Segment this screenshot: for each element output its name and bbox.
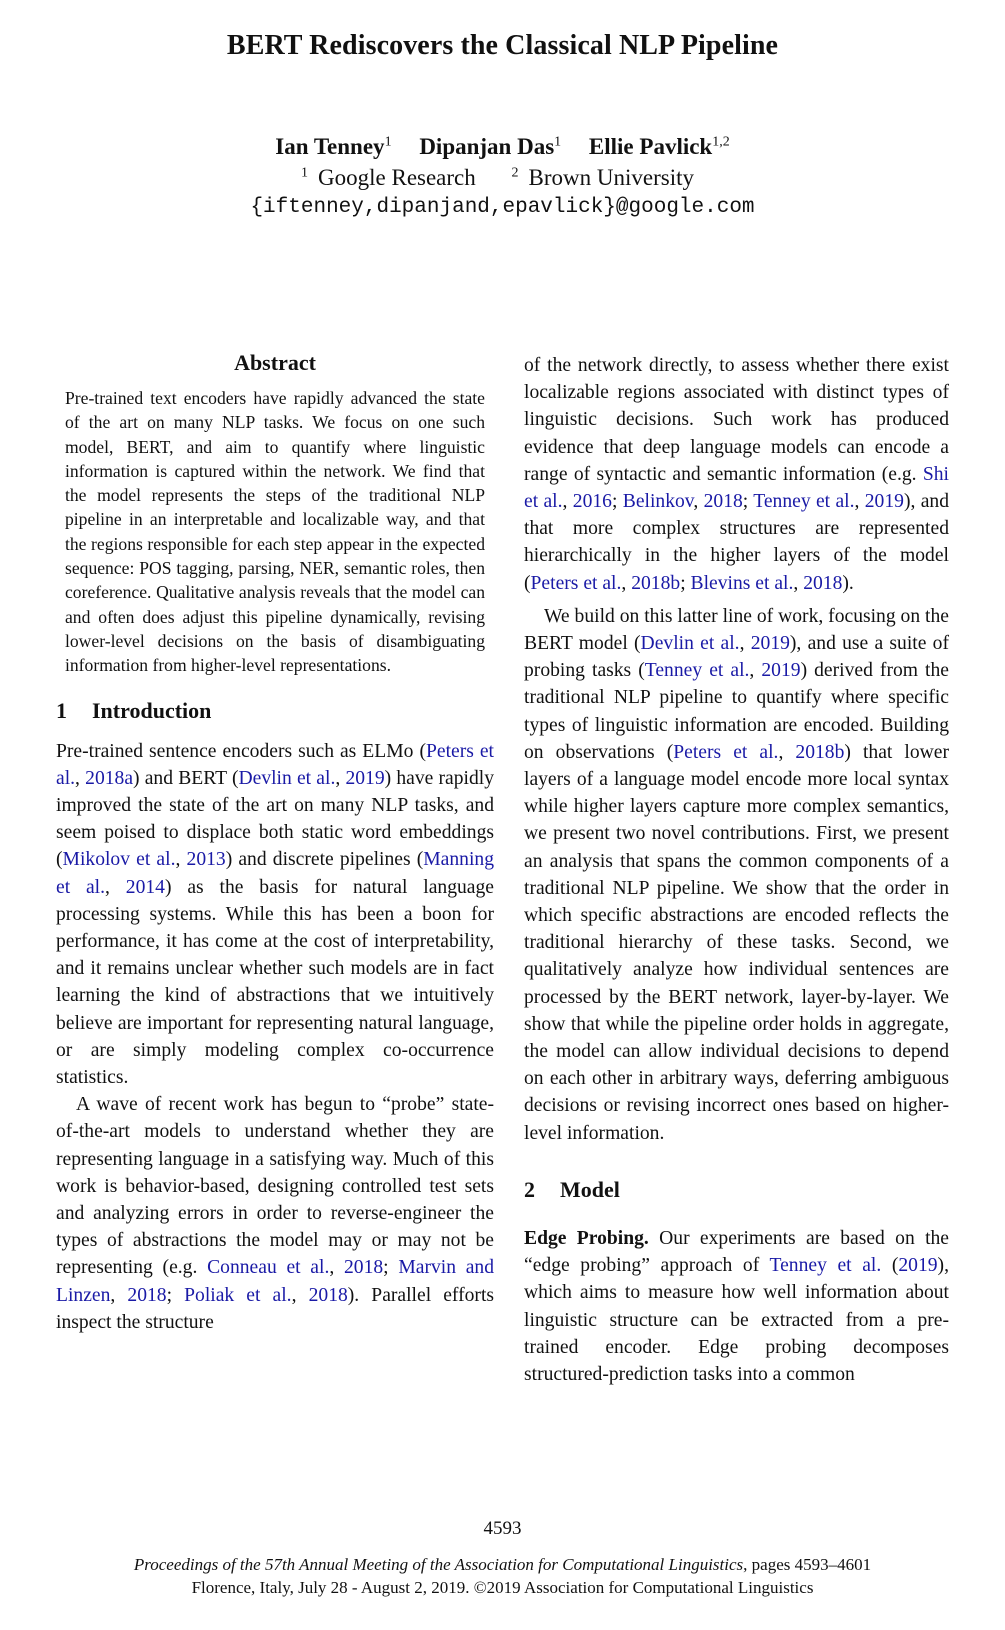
citation-link[interactable]: 2018 (803, 572, 843, 594)
citation-link[interactable]: 2018a (85, 767, 134, 789)
author-list (0, 134, 1005, 160)
citation-link[interactable]: 2013 (186, 849, 226, 871)
abstract-heading: Abstract (234, 350, 316, 375)
intro-paragraph-1: Pre-trained sentence encoders such as ELMo (Peters et al., 2018a) and BERT (Devlin et al., 2019) have rapidly improved the state of the art on many NLP tasks, and seem poised to displace both static word embeddings (Mikolov et al., 2013) and discrete pipelines (Manning et al., 2014) as the basis for natural language processing systems. While this has been a boon for performance, it has come at the cost of interpretability, and it remains unclear whether such models are in fact learning the kind of abstractions that we intuitively believe are important for representing natural language, or are simply modeling complex co-occurrence statistics. (56, 740, 495, 1088)
section-heading-introduction: 1 Introduction (56, 697, 212, 723)
author: Ian Tenney$^1$ (275, 134, 392, 159)
citation-link[interactable]: 2018 (703, 491, 743, 513)
citation-link[interactable]: 2019 (864, 491, 904, 513)
citation-link[interactable]: Devlin et al. (640, 633, 740, 655)
intro-paragraph-2: A wave of recent work has begun to “probe” state-of-the-art models to understand whether they are representing language in a satisfying way. Much of this work is behavior-based, designing controlled test sets and analyzing errors in order to reverse-engineer the types of abstractions the model may or may not be representing (e.g. Conneau et al., 2018; Marvin and Linzen, 2018; Poliak et al., 2018). Parallel efforts inspect the structure (56, 1094, 495, 1333)
citation-link[interactable]: 2018 (127, 1284, 167, 1306)
affiliation: $^1$ Google Research (301, 165, 476, 190)
citation-link[interactable]: 2018b (631, 572, 681, 594)
citation-link[interactable]: 2018 (343, 1257, 384, 1279)
citation-link[interactable]: 2019 (750, 633, 790, 655)
citation-link[interactable]: 2018 (308, 1284, 348, 1306)
citation-link[interactable]: 2019 (761, 660, 801, 682)
paper-title: BERT Rediscovers the Classical NLP Pipeline (226, 30, 779, 61)
author-email: {iftenney,dipanjand,epavlick}@google.com (250, 196, 755, 219)
intro-paragraph-4: We build on this latter line of work, focusing on the BERT model (Devlin et al., 2019), and use a suite of probing tasks (Tenney et al., 2019) derived from the traditional NLP pipeline to quantify where specific types of linguistic information are encoded. Building on observations (Peters et al., 2018b) that lower layers of a language model encode more local syntax while higher layers capture more complex semantics, we present two novel contributions. First, we present an analysis that spans the common components of a traditional NLP pipeline. We show that the order in which specific abstractions are encoded reflects the traditional hierarchy of these tasks. Second, we qualitatively analyze how individual sentences are processed by the BERT network, layer-by-layer. We show that while the pipeline order holds in aggregate, the model can allow individual decisions to depend on each other in arbitrary ways, deferring ambiguous decisions or revising incorrect ones based on higher-level information. (524, 605, 950, 1144)
citation-link[interactable]: Poliak et al. (184, 1284, 292, 1306)
copyright-footer: Florence, Italy, July 28 - August 2, 2019. ©2019 Association for Computational Linguistics (191, 1578, 814, 1597)
model-paragraph-1: Edge Probing. Our experiments are based on the “edge probing” approach of Tenney et al. (2019), which aims to measure how well information about linguistic structure can be extracted from a pre-trained encoder. Edge probing decomposes structured-prediction tasks into a common (524, 1227, 950, 1385)
citation-link[interactable]: 2018b (795, 741, 845, 763)
citation-link[interactable]: Belinkov (622, 491, 694, 513)
page-number: 4593 (483, 1518, 522, 1539)
citation-link[interactable]: Tenney et al. (644, 660, 750, 682)
citation-link[interactable]: 2016 (572, 491, 612, 513)
left-column (56, 350, 494, 1336)
citation-link[interactable]: Devlin et al. (238, 767, 336, 789)
citation-link[interactable]: Manning et al. (56, 849, 494, 898)
citation-link[interactable]: Conneau et al. (207, 1257, 330, 1279)
author: Ellie Pavlick$^{1,2}$ (588, 134, 730, 159)
section-heading-model: 2 Model (524, 1176, 620, 1202)
citation-link[interactable]: 2019 (898, 1255, 938, 1277)
citation-link[interactable]: Marvin and Linzen (56, 1257, 495, 1306)
citation-link[interactable]: Tenney et al. (753, 491, 855, 513)
author: Dipanjan Das$^1$ (419, 134, 562, 159)
citation-link[interactable]: Peters et al. (673, 741, 779, 763)
abstract-text: Pre-trained text encoders have rapidly advanced the state of the art on many NLP tasks. We focus on one such model, BERT, and aim to quantify where linguistic information is captured within the network. We find that the model represents the steps of the traditional NLP pipeline in an interpretable and localizable way, and that the regions responsible for each step appear in the expected sequence: POS tagging, parsing, NER, semantic roles, then coreference. Qualitative analysis reveals that the model can and often does adjust this pipeline dynamically, revising lower-level decisions on the basis of disambiguating information from higher-level representations. (65, 388, 485, 676)
citation-link[interactable]: 2014 (125, 876, 165, 898)
paragraph-lead: Edge Probing. (524, 1227, 649, 1249)
citation-link[interactable]: Peters et al. (56, 740, 494, 789)
right-column (524, 352, 949, 1388)
affiliation: $^2$ Brown University (511, 165, 694, 190)
citation-link[interactable]: 2019 (345, 767, 385, 789)
citation-link[interactable]: Shi et al. (524, 463, 949, 513)
affiliation-list (0, 165, 1005, 191)
citation-link[interactable]: Mikolov et al. (62, 849, 176, 871)
intro-paragraph-3: of the network directly, to assess whether there exist localizable regions associated with distinct types of linguistic decisions. Such work has produced evidence that deep language models can encode a range of syntactic and semantic information (e.g. Shi et al., 2016; Belinkov, 2018; Tenney et al., 2019), and that more complex structures are represented hierarchically in the higher layers of the model (Peters et al., 2018b; Blevins et al., 2018). (524, 355, 949, 594)
citation-link[interactable]: Peters et al. (530, 572, 622, 594)
proceedings-footer: Proceedings of the 57th Annual Meeting of the Association for Computational Linguistics, pages 4593–4601 (133, 1555, 872, 1574)
citation-link[interactable]: Tenney et al. (769, 1255, 882, 1277)
citation-link[interactable]: Blevins et al. (690, 572, 794, 594)
